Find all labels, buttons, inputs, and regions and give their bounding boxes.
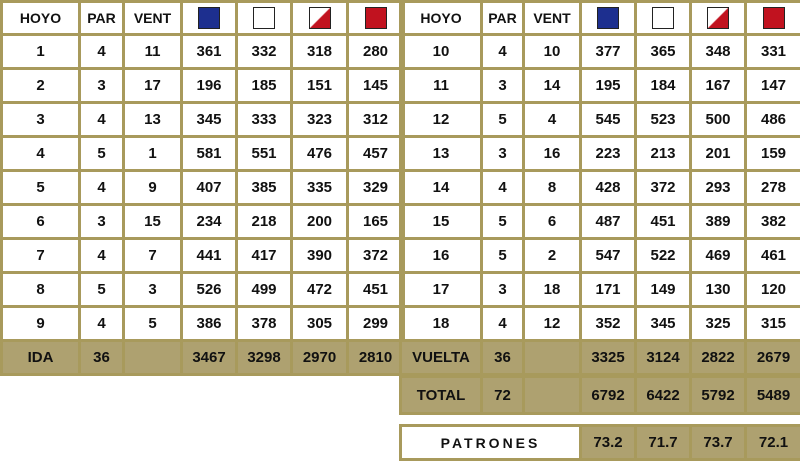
white-yardage-cell: 522	[636, 239, 691, 273]
red-white-yardage-cell: 318	[292, 35, 348, 69]
white-yardage-cell: 184	[636, 69, 691, 103]
red-white-tee-header	[292, 2, 348, 35]
white-yardage-cell: 345	[636, 307, 691, 341]
hole-cell: 13	[401, 137, 482, 171]
white-yardage-subtotal: 3298	[237, 341, 292, 375]
white-yardage-cell: 451	[636, 205, 691, 239]
red-yardage-cell: 372	[348, 239, 404, 273]
hole-cell: 14	[401, 171, 482, 205]
red-white-yardage-cell: 130	[691, 273, 746, 307]
par-cell: 3	[482, 69, 524, 103]
hole-cell: 17	[401, 273, 482, 307]
header-row	[2, 2, 404, 35]
summary-row	[2, 341, 404, 375]
handicap-subtotal	[524, 341, 581, 375]
handicap-cell: 18	[524, 273, 581, 307]
white-yardage-cell: 332	[237, 35, 292, 69]
par-cell: 3	[482, 137, 524, 171]
table-row	[2, 103, 404, 137]
red-yardage-cell: 120	[746, 273, 800, 307]
hole-cell: 15	[401, 205, 482, 239]
handicap-cell: 10	[524, 35, 581, 69]
handicap-cell: 2	[524, 239, 581, 273]
table-row	[401, 239, 800, 273]
red-white-yardage-cell: 335	[292, 171, 348, 205]
summary-label: IDA	[2, 341, 80, 375]
hole-cell: 18	[401, 307, 482, 341]
total-table	[399, 375, 800, 415]
red-white-tee-header	[691, 2, 746, 35]
red-yardage-cell: 312	[348, 103, 404, 137]
blue-tee-header	[581, 2, 636, 35]
table-row	[401, 103, 800, 137]
white-yardage-cell: 185	[237, 69, 292, 103]
summary-label: VUELTA	[401, 341, 482, 375]
white-yardage-cell: 551	[237, 137, 292, 171]
hole-cell: 6	[2, 205, 80, 239]
header-row	[401, 2, 800, 35]
white-yardage-cell: 218	[237, 205, 292, 239]
red-white-yardage-cell: 151	[292, 69, 348, 103]
summary-row	[401, 341, 800, 375]
par-cell: 4	[482, 307, 524, 341]
par-cell: 4	[482, 35, 524, 69]
handicap-cell: 9	[124, 171, 182, 205]
red-yardage-subtotal: 2810	[348, 341, 404, 375]
hole-cell: 16	[401, 239, 482, 273]
red-white-tee-icon	[309, 7, 331, 29]
par-cell: 4	[80, 171, 124, 205]
par-subtotal: 36	[80, 341, 124, 375]
par-cell: 5	[482, 103, 524, 137]
white-yardage-cell: 499	[237, 273, 292, 307]
handicap-cell: 8	[524, 171, 581, 205]
red-yardage-cell: 329	[348, 171, 404, 205]
blue-yardage-cell: 441	[182, 239, 237, 273]
blue-yardage-cell: 345	[182, 103, 237, 137]
white-yardage-cell: 149	[636, 273, 691, 307]
red-white-yardage-subtotal: 2822	[691, 341, 746, 375]
par-cell: 4	[80, 103, 124, 137]
table-row	[401, 205, 800, 239]
handicap-cell: 3	[124, 273, 182, 307]
red-white-yardage-cell: 323	[292, 103, 348, 137]
red-tee-icon	[365, 7, 387, 29]
table-row	[401, 69, 800, 103]
white-tee-header	[636, 2, 691, 35]
table-row	[2, 171, 404, 205]
front-nine-table	[0, 0, 405, 376]
red-yardage-cell: 457	[348, 137, 404, 171]
blue-tee-icon	[597, 7, 619, 29]
blue-yardage-cell: 223	[581, 137, 636, 171]
blue-yardage-subtotal: 3467	[182, 341, 237, 375]
hole-header: HOYO	[2, 2, 80, 35]
handicap-cell: 13	[124, 103, 182, 137]
hole-cell: 10	[401, 35, 482, 69]
par-total: 72	[482, 377, 524, 414]
red-yardage-cell: 461	[746, 239, 800, 273]
white-yardage-cell: 417	[237, 239, 292, 273]
red-tee-header	[746, 2, 800, 35]
handicap-subtotal	[124, 341, 182, 375]
par-cell: 3	[80, 69, 124, 103]
red-yardage-cell: 280	[348, 35, 404, 69]
red-yardage-cell: 165	[348, 205, 404, 239]
red-white-yardage-cell: 200	[292, 205, 348, 239]
handicap-cell: 12	[524, 307, 581, 341]
white-yardage-cell: 333	[237, 103, 292, 137]
handicap-cell: 4	[524, 103, 581, 137]
hole-cell: 2	[2, 69, 80, 103]
blue-yardage-cell: 352	[581, 307, 636, 341]
handicap-cell: 5	[124, 307, 182, 341]
white-yardage-cell: 213	[636, 137, 691, 171]
hole-cell: 1	[2, 35, 80, 69]
back-nine-table	[399, 0, 800, 376]
red-white-yardage-total: 5792	[691, 377, 746, 414]
red-rating: 72.1	[746, 426, 800, 460]
hole-header: HOYO	[401, 2, 482, 35]
total-label: TOTAL	[401, 377, 482, 414]
red-white-yardage-cell: 348	[691, 35, 746, 69]
red-white-yardage-cell: 472	[292, 273, 348, 307]
white-rating: 71.7	[636, 426, 691, 460]
white-tee-header	[237, 2, 292, 35]
red-yardage-cell: 451	[348, 273, 404, 307]
hole-cell: 4	[2, 137, 80, 171]
blue-yardage-cell: 234	[182, 205, 237, 239]
red-white-yardage-cell: 201	[691, 137, 746, 171]
par-cell: 3	[482, 273, 524, 307]
white-yardage-total: 6422	[636, 377, 691, 414]
table-row	[2, 137, 404, 171]
blue-yardage-cell: 361	[182, 35, 237, 69]
red-white-tee-icon	[707, 7, 729, 29]
par-cell: 5	[80, 273, 124, 307]
handicap-cell: 6	[524, 205, 581, 239]
ratings-row	[401, 426, 800, 460]
total-row	[401, 377, 800, 414]
red-tee-icon	[763, 7, 785, 29]
hole-cell: 11	[401, 69, 482, 103]
handicap-cell: 16	[524, 137, 581, 171]
handicap-cell: 11	[124, 35, 182, 69]
handicap-header: VENT	[124, 2, 182, 35]
table-row	[401, 137, 800, 171]
par-cell: 4	[482, 171, 524, 205]
white-yardage-cell: 372	[636, 171, 691, 205]
blue-yardage-cell: 545	[581, 103, 636, 137]
par-cell: 4	[80, 35, 124, 69]
blue-yardage-cell: 386	[182, 307, 237, 341]
par-header: PAR	[80, 2, 124, 35]
white-yardage-cell: 385	[237, 171, 292, 205]
table-row	[2, 205, 404, 239]
blue-yardage-cell: 428	[581, 171, 636, 205]
blue-yardage-total: 6792	[581, 377, 636, 414]
handicap-cell: 15	[124, 205, 182, 239]
red-yardage-total: 5489	[746, 377, 800, 414]
red-yardage-cell: 331	[746, 35, 800, 69]
table-row	[401, 307, 800, 341]
handicap-total	[524, 377, 581, 414]
par-cell: 3	[80, 205, 124, 239]
par-cell: 4	[80, 307, 124, 341]
table-row	[2, 239, 404, 273]
blue-yardage-subtotal: 3325	[581, 341, 636, 375]
blue-yardage-cell: 196	[182, 69, 237, 103]
white-yardage-cell: 523	[636, 103, 691, 137]
ratings-label: PATRONES	[401, 426, 581, 460]
table-row	[401, 273, 800, 307]
red-white-yardage-cell: 389	[691, 205, 746, 239]
blue-rating: 73.2	[581, 426, 636, 460]
blue-yardage-cell: 526	[182, 273, 237, 307]
table-row	[2, 307, 404, 341]
blue-yardage-cell: 377	[581, 35, 636, 69]
red-yardage-cell: 315	[746, 307, 800, 341]
red-yardage-cell: 159	[746, 137, 800, 171]
blue-yardage-cell: 407	[182, 171, 237, 205]
handicap-header: VENT	[524, 2, 581, 35]
red-yardage-subtotal: 2679	[746, 341, 800, 375]
blue-tee-header	[182, 2, 237, 35]
table-row	[401, 35, 800, 69]
hole-cell: 7	[2, 239, 80, 273]
red-yardage-cell: 299	[348, 307, 404, 341]
white-yardage-cell: 378	[237, 307, 292, 341]
red-white-yardage-cell: 500	[691, 103, 746, 137]
red-white-yardage-cell: 325	[691, 307, 746, 341]
course-ratings-table	[399, 424, 800, 461]
red-yardage-cell: 382	[746, 205, 800, 239]
par-cell: 5	[482, 239, 524, 273]
hole-cell: 5	[2, 171, 80, 205]
par-cell: 4	[80, 239, 124, 273]
blue-yardage-cell: 487	[581, 205, 636, 239]
hole-cell: 12	[401, 103, 482, 137]
red-yardage-cell: 147	[746, 69, 800, 103]
handicap-cell: 1	[124, 137, 182, 171]
red-white-yardage-cell: 390	[292, 239, 348, 273]
par-header: PAR	[482, 2, 524, 35]
table-row	[2, 273, 404, 307]
red-white-yardage-cell: 167	[691, 69, 746, 103]
par-cell: 5	[80, 137, 124, 171]
hole-cell: 3	[2, 103, 80, 137]
red-white-yardage-cell: 469	[691, 239, 746, 273]
par-cell: 5	[482, 205, 524, 239]
red-yardage-cell: 145	[348, 69, 404, 103]
red-white-yardage-subtotal: 2970	[292, 341, 348, 375]
table-row	[2, 69, 404, 103]
handicap-cell: 14	[524, 69, 581, 103]
handicap-cell: 17	[124, 69, 182, 103]
hole-cell: 9	[2, 307, 80, 341]
handicap-cell: 7	[124, 239, 182, 273]
table-row	[401, 171, 800, 205]
red-yardage-cell: 486	[746, 103, 800, 137]
hole-cell: 8	[2, 273, 80, 307]
table-row	[2, 35, 404, 69]
red-tee-header	[348, 2, 404, 35]
red-white-yardage-cell: 293	[691, 171, 746, 205]
blue-yardage-cell: 581	[182, 137, 237, 171]
blue-yardage-cell: 171	[581, 273, 636, 307]
red-white-yardage-cell: 305	[292, 307, 348, 341]
red-white-rating: 73.7	[691, 426, 746, 460]
blue-yardage-cell: 547	[581, 239, 636, 273]
par-subtotal: 36	[482, 341, 524, 375]
red-yardage-cell: 278	[746, 171, 800, 205]
white-yardage-cell: 365	[636, 35, 691, 69]
white-tee-icon	[652, 7, 674, 29]
blue-tee-icon	[198, 7, 220, 29]
blue-yardage-cell: 195	[581, 69, 636, 103]
white-yardage-subtotal: 3124	[636, 341, 691, 375]
red-white-yardage-cell: 476	[292, 137, 348, 171]
white-tee-icon	[253, 7, 275, 29]
